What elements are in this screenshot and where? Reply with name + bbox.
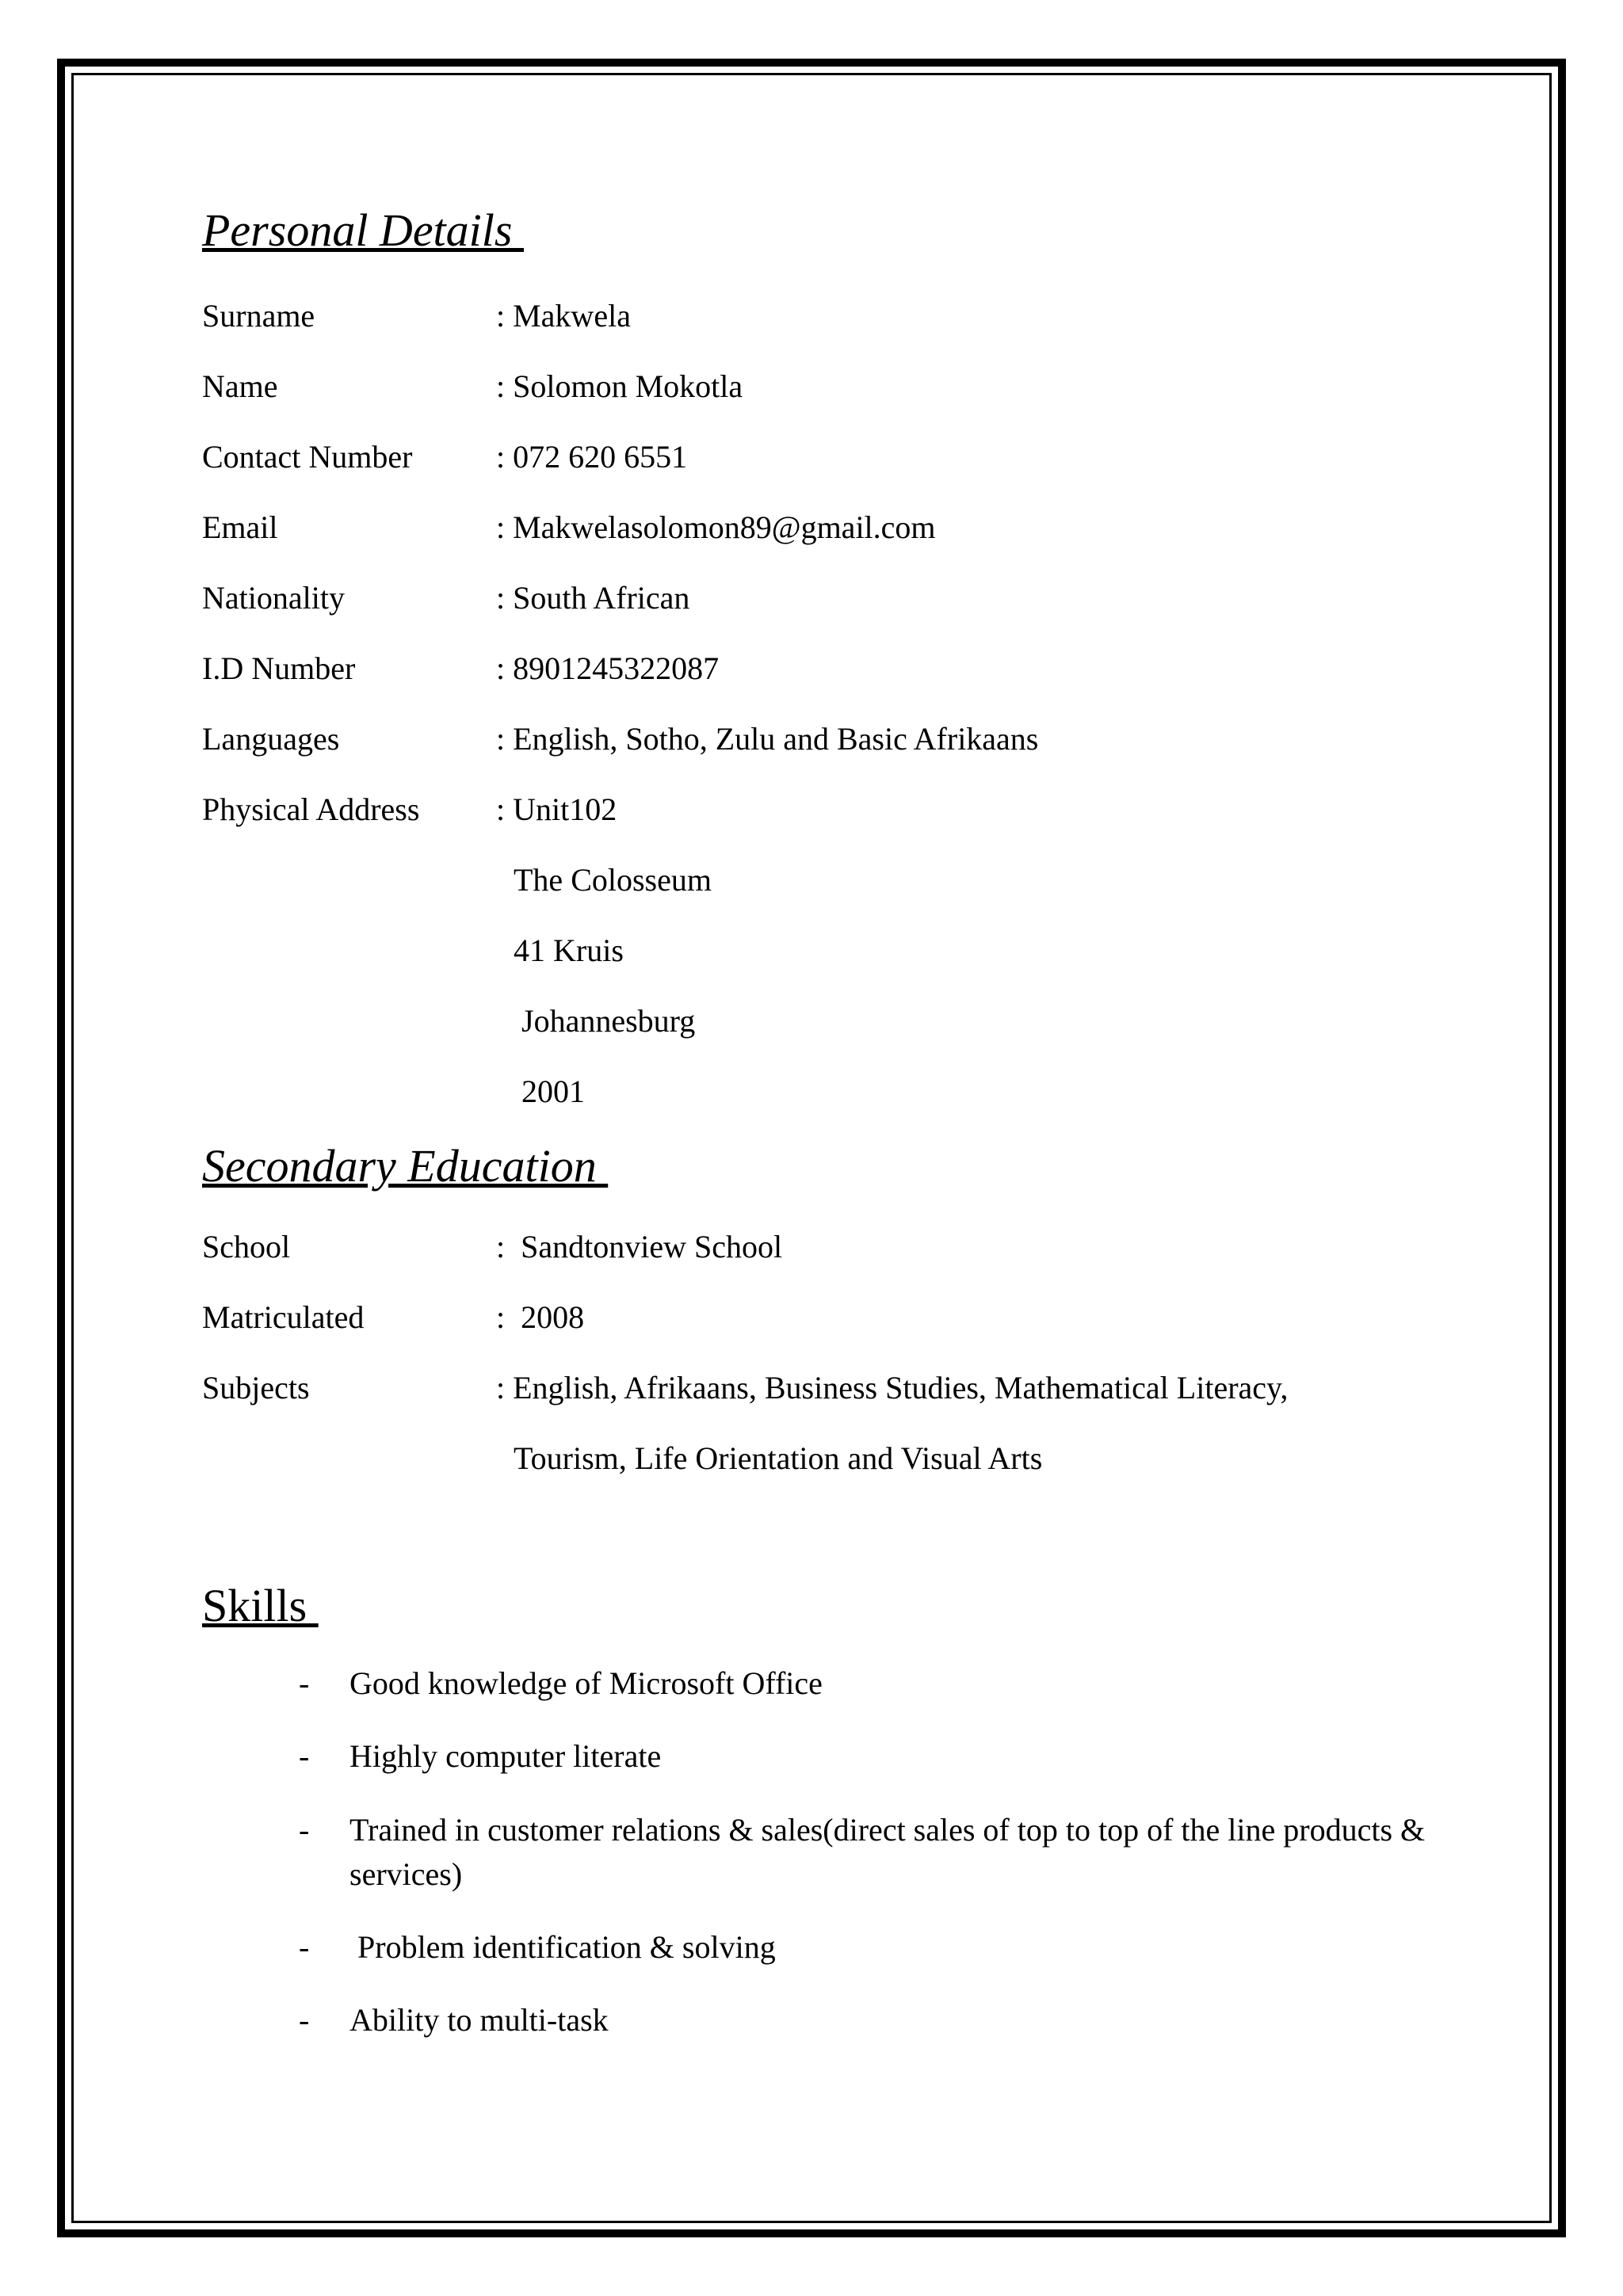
subjects-label: Subjects xyxy=(202,1370,310,1405)
school-value: : Sandtonview School xyxy=(496,1229,783,1264)
skill-bullet: - xyxy=(299,1665,310,1701)
skill-bullet: - xyxy=(299,2002,310,2038)
subjects-line-2: Tourism, Life Orientation and Visual Arts xyxy=(514,1440,1043,1476)
subjects-line-1: : English, Afrikaans, Business Studies, Mathematical Literacy, xyxy=(496,1370,1289,1405)
id-number-value: : 8901245322087 xyxy=(496,650,720,686)
nationality-label: Nationality xyxy=(202,580,345,616)
name-value: : Solomon Mokotla xyxy=(496,368,743,404)
skill-item: Problem identification & solving xyxy=(349,1929,776,1965)
nationality-value: : South African xyxy=(496,580,690,616)
matriculated-label: Matriculated xyxy=(202,1299,365,1335)
languages-label: Languages xyxy=(202,721,340,757)
address-line-2: The Colosseum xyxy=(514,862,712,898)
physical-address-label: Physical Address xyxy=(202,791,420,827)
id-number-label: I.D Number xyxy=(202,650,356,686)
skill-bullet: - xyxy=(299,1738,310,1774)
personal-details-heading: Personal Details xyxy=(202,204,524,256)
surname-label: Surname xyxy=(202,298,315,334)
skill-item: Trained in customer relations & sales(direct sales of top to top of the line products & services) xyxy=(349,1812,1426,1892)
surname-value: : Makwela xyxy=(496,298,631,334)
email-label: Email xyxy=(202,509,278,545)
email-value: : Makwelasolomon89@gmail.com xyxy=(496,509,936,545)
name-label: Name xyxy=(202,368,278,404)
secondary-education-heading: Secondary Education xyxy=(202,1140,609,1192)
address-line-1: : Unit102 xyxy=(496,791,617,827)
skill-item: Good knowledge of Microsoft Office xyxy=(349,1665,823,1701)
skill-item: Ability to multi-task xyxy=(349,2002,609,2038)
address-line-5: 2001 xyxy=(514,1074,585,1109)
address-line-4: Johannesburg xyxy=(514,1003,696,1039)
contact-number-label: Contact Number xyxy=(202,439,413,475)
skill-item: Highly computer literate xyxy=(349,1738,662,1774)
skills-heading: Skills xyxy=(202,1580,319,1631)
matriculated-value: : 2008 xyxy=(496,1299,585,1335)
address-line-3: 41 Kruis xyxy=(514,933,624,968)
school-label: School xyxy=(202,1229,291,1264)
languages-value: : English, Sotho, Zulu and Basic Afrikaans xyxy=(496,721,1039,757)
skill-bullet: - xyxy=(299,1929,310,1965)
contact-number-value: : 072 620 6551 xyxy=(496,439,688,475)
skill-bullet: - xyxy=(299,1812,310,1848)
